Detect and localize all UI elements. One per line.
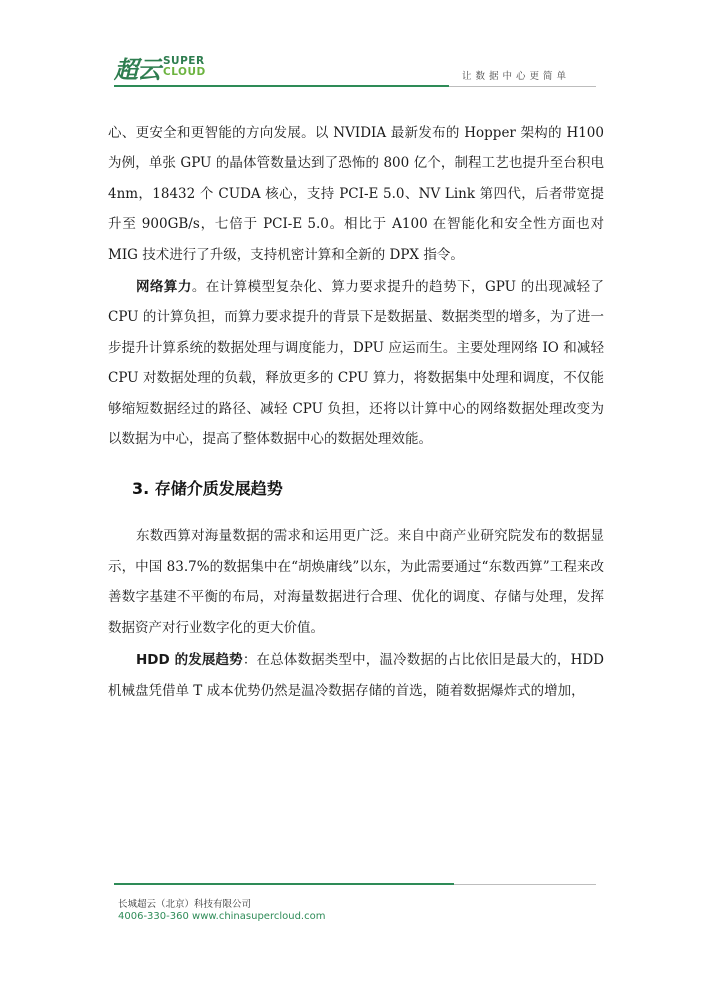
paragraph-hdd-text: ：在总体数据类型中，温冷数据的占比依旧是最大的，HDD 机械盘凭借单 T 成本优势仍然是温冷数据存储的首选，随着数据爆炸式的增加， [108,652,604,699]
paragraph-network-compute [108,272,604,454]
logo-en-text [163,56,206,78]
footer-rule-gray [454,884,596,885]
header-rule-green [114,85,449,87]
paragraph-east-west: 东数西算对海量数据的需求和运用更广泛。来自中商产业研究院发布的数据显示，中国 83.7%的数据集中在“胡焕庸线”以东，为此需要通过“东数西算”工程来改善数字基建不平衡的布局，对海量数据进行合理、优化的调度、存储与处理，发挥数据资产对行业数字化的更大价值。 [108,528,604,636]
footer-contact: 4006-330-360 www.chinasupercloud.com [118,911,326,922]
footer-rule-green [114,883,454,885]
logo-cn-text: 超云 [114,55,160,84]
header-slogan: 让数据中心更简单 [462,71,571,82]
paragraph-hdd-trend [108,645,604,706]
company-logo [114,50,206,84]
footer-company: 长城超云（北京）科技有限公司 [118,899,252,910]
paragraph-lead-network: 网络算力 [136,279,192,296]
paragraph-network-text: 。在计算模型复杂化、算力要求提升的趋势下，GPU 的出现减轻了 CPU 的计算负担，而算力要求提升的背景下是数据量、数据类型的增多，为了进一步提升计算系统的数据处理与调度能力，DPU 应运而生。主要处理网络 IO 和减轻 CPU 对数据处理的负载，释放更多的 CPU 算力，将数据集中处理和调度，不仅能够缩短数据经过的路径、减轻 CPU 负担，还将以计算中心的网络数据处理改变为以数据为中心，提高了整体数据中心的数据处理效能。 [108,279,604,448]
header-rule-gray [449,86,596,87]
logo-en-line2: CLOUD [163,66,206,78]
document-body [108,118,604,706]
paragraph-lead-hdd: HDD 的发展趋势 [136,652,243,669]
section-heading-storage: 3. 存储介质发展趋势 [132,479,283,499]
paragraph-gpu-continued: 心、更安全和更智能的方向发展。以 NVIDIA 最新发布的 Hopper 架构的 H100 为例，单张 GPU 的晶体管数量达到了恐怖的 800 亿个，制程工艺也提升至台积电 4nm，18432 个 CUDA 核心，支持 PCI-E 5.0、NV Link 第四代，后者带宽提升至 900GB/s，七倍于 PCI-E 5.0。相比于 A100 在智能化和安全性方面也对 MIG 技术进行了升级，支持机密计算和全新的 DPX 指令。 [108,125,604,263]
logo-en-line1: SUPER [163,55,205,67]
